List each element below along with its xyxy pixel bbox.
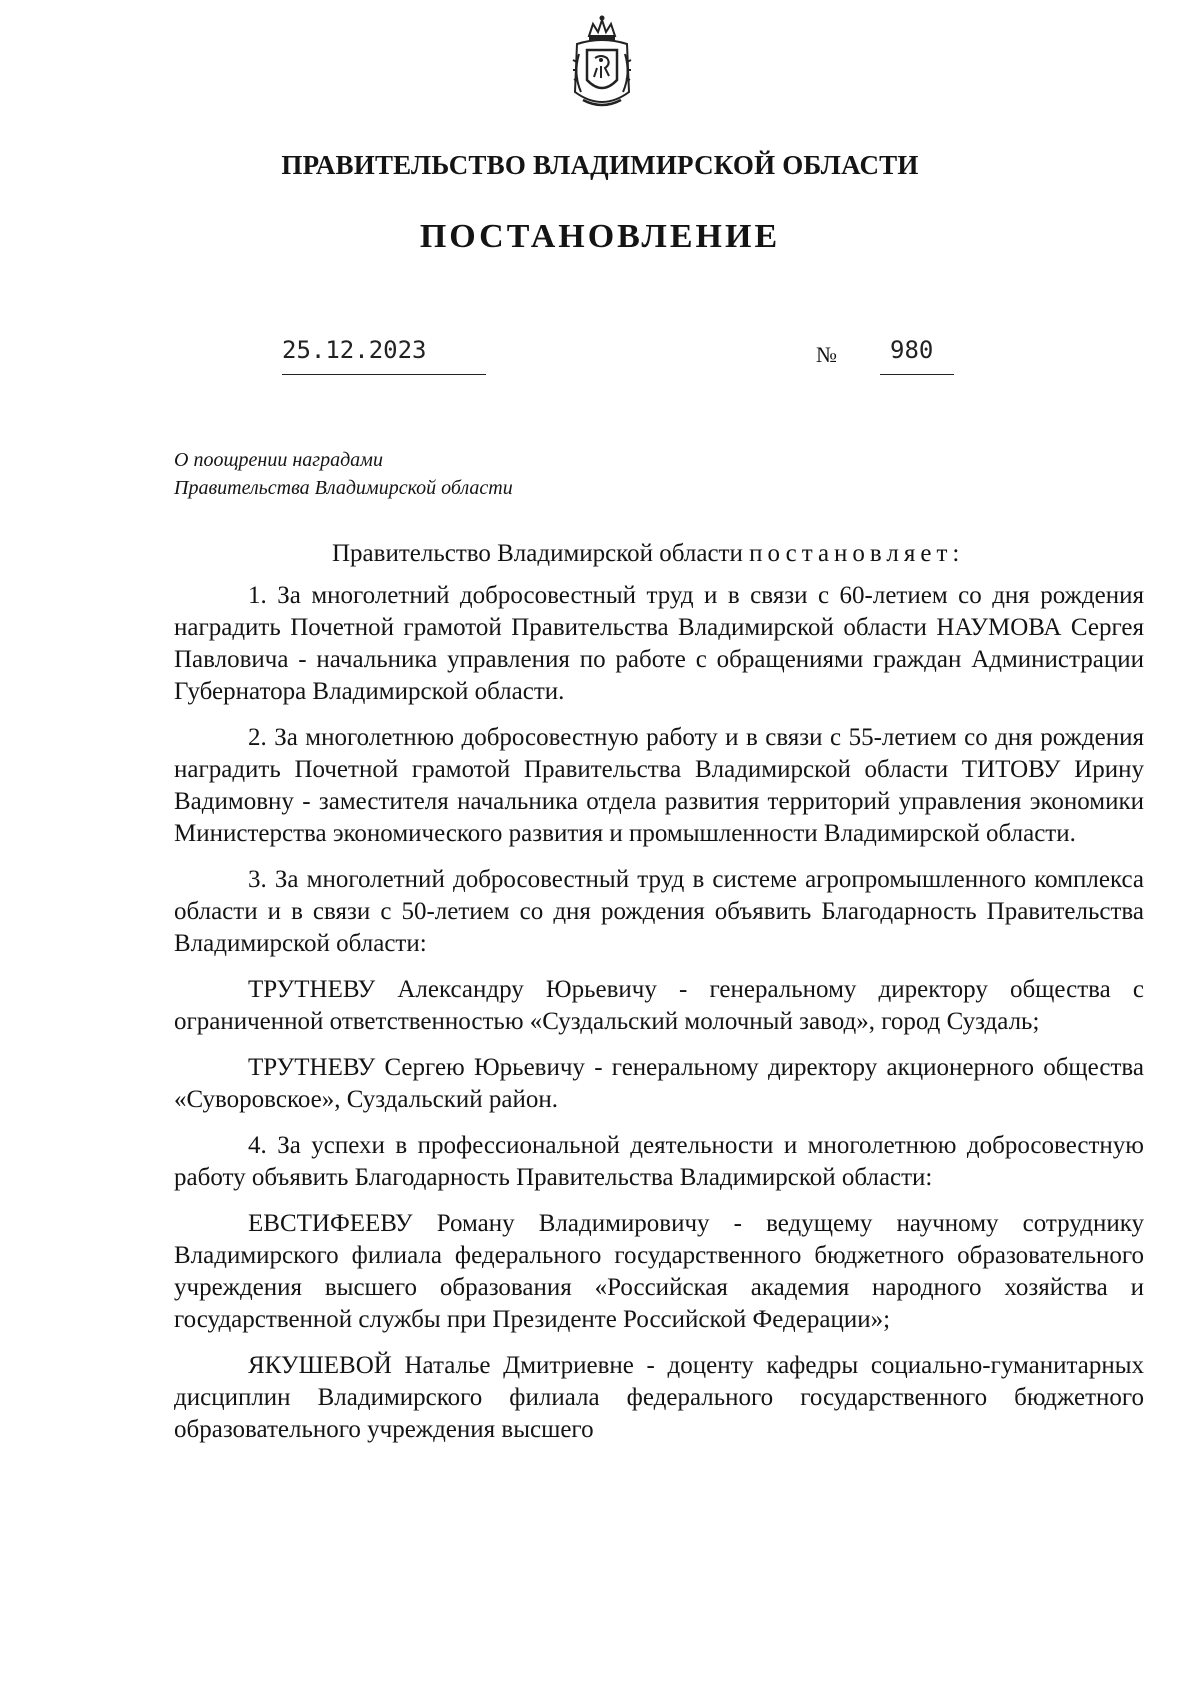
organization-title: ПРАВИТЕЛЬСТВО ВЛАДИМИРСКОЙ ОБЛАСТИ: [281, 150, 919, 180]
paragraph-4: 4. За успехи в профессиональной деятельности и многолетнюю добросовестную работу объявить Благодарность Правительства Владимирской области:: [174, 1132, 1144, 1191]
date-underline: [282, 374, 486, 375]
paragraph-4-recipient-2: ЯКУШЕВОЙ Наталье Дмитриевне - доценту кафедры социально-гуманитарных дисциплин Владимирского филиала федерального государственного бюджетного образовательного учреждения высшего: [174, 1352, 1144, 1443]
paragraph-3: 3. За многолетний добросовестный труд в системе агропромышленного комплекса области и в связи с 50-летием со дня рождения объявить Благодарность Правительства Владимирской области:: [174, 866, 1144, 957]
paragraph-1: 1. За многолетний добросовестный труд и в связи с 60-летием со дня рождения наградить Почетной грамотой Правительства Владимирской области НАУМОВА Сергея Павловича - начальника управления по работе с обращениями граждан Администрации Губернатора Владимирской области.: [174, 582, 1144, 705]
number-underline: [880, 374, 954, 375]
paragraph-4-recipient-1: ЕВСТИФЕЕВУ Роману Владимировичу - ведущему научному сотруднику Владимирского филиала федерального государственного бюджетного образовательного учреждения высшего образования «Российская академия народного хозяйства и государственной службы при Президенте Российской Федерации»;: [174, 1210, 1144, 1333]
document-type-title: ПОСТАНОВЛЕНИЕ: [419, 218, 781, 255]
subject-line-2: Правительства Владимирской области: [174, 477, 513, 499]
paragraph-3-recipient-2: ТРУТНЕВУ Сергею Юрьевичу - генеральному директору акционерного общества «Суворовское», Суздальский район.: [174, 1054, 1144, 1113]
document-number: 980: [890, 336, 934, 364]
paragraph-2: 2. За многолетнюю добросовестную работу и в связи с 55-летием со дня рождения наградить Почетной грамотой Правительства Владимирской области ТИТОВУ Ирину Вадимовну - заместителя начальника отдела развития территорий управления экономики Министерства экономического развития и промышленности Владимирской области.: [174, 724, 1144, 847]
intro-verb: постановляет:: [749, 540, 965, 567]
coat-of-arms-icon: [567, 14, 637, 114]
intro-prefix: Правительство Владимирской области: [332, 540, 750, 567]
number-label: №: [816, 342, 837, 367]
document-date: 25.12.2023: [282, 336, 427, 364]
intro-paragraph: [174, 538, 1144, 570]
document-body: [174, 538, 1144, 1446]
document-subject: [174, 446, 774, 502]
subject-line-1: О поощрении наградами: [174, 449, 383, 471]
paragraph-3-recipient-1: ТРУТНЕВУ Александру Юрьевичу - генеральному директору общества с ограниченной ответственностью «Суздальский молочный завод», город Суздаль;: [174, 976, 1144, 1035]
